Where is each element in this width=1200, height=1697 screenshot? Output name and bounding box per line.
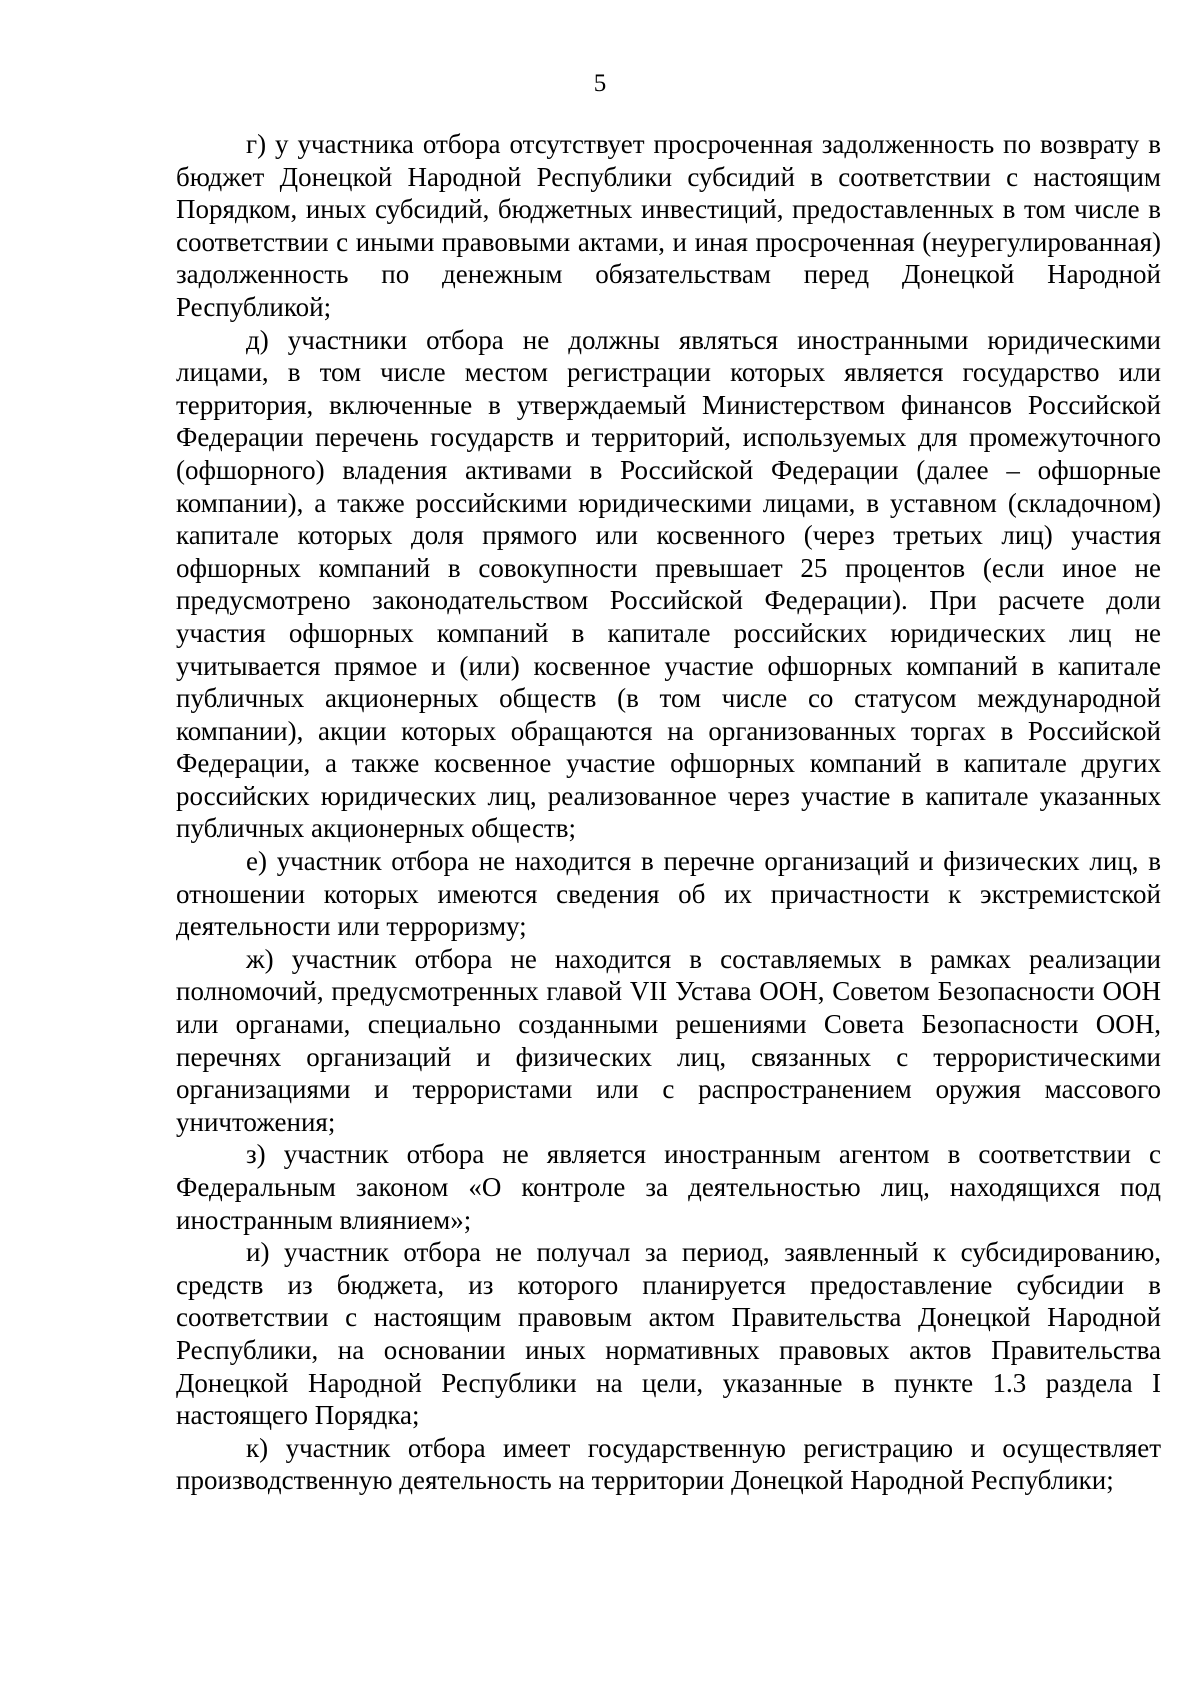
- document-body: [176, 128, 1161, 1497]
- paragraph-zh: ж) участник отбора не находится в составляемых в рамках реализации полномочий, предусмотренных главой VII Устава ООН, Советом Безопасности ООН или органами, специально созданными решениями Совета Безопасности ООН, перечнях организаций и физических лиц, связанных с террористическими организациями и террористами или с распространением оружия массового уничтожения;: [176, 943, 1161, 1137]
- paragraph-z: з) участник отбора не является иностранным агентом в соответствии с Федеральным законом «О контроле за деятельностью лиц, находящихся под иностранным влиянием»;: [176, 1139, 1161, 1235]
- paragraph-i: и) участник отбора не получал за период, заявленный к субсидированию, средств из бюджета, из которого планируется предоставление субсидии в соответствии с настоящим правовым актом Правительства Донецкой Народной Республики, на основании иных нормативных правовых актов Правительства Донецкой Народной Республики на цели, указанные в пункте 1.3 раздела I настоящего Порядка;: [176, 1237, 1161, 1431]
- paragraph-g: г) у участника отбора отсутствует просроченная задолженность по возврату в бюджет Донецкой Народной Республики субсидий в соответствии с настоящим Порядком, иных субсидий, бюджетных инвестиций, предоставленных в том числе в соответствии с иными правовыми актами, и иная просроченная (неурегулированная) задолженность по денежным обязательствам перед Донецкой Народной Республикой;: [176, 129, 1161, 322]
- paragraph-e: е) участник отбора не находится в перечне организаций и физических лиц, в отношении которых имеются сведения об их причастности к экстремистской деятельности или терроризму;: [176, 846, 1161, 942]
- paragraph-d: д) участники отбора не должны являться иностранными юридическими лицами, в том числе местом регистрации которых является государство или территория, включенные в утверждаемый Министерством финансов Российской Федерации перечень государств и территорий, используемых для промежуточного (офшорного) владения активами в Российской Федерации (далее – офшорные компании), а также российскими юридическими лицами, в уставном (складочном) капитале которых доля прямого или косвенного (через третьих лиц) участия офшорных компаний в совокупности превышает 25 процентов (если иное не предусмотрено законодательством Российской Федерации). При расчете доли участия офшорных компаний в капитале российских юридических лиц не учитывается прямое и (или) косвенное участие офшорных компаний в капитале публичных акционерных обществ (в том числе со статусом международной компании), акции которых обращаются на организованных торгах в Российской Федерации, а также косвенное участие офшорных компаний в капитале других российских юридических лиц, реализованное через участие в капитале указанных публичных акционерных обществ;: [176, 324, 1161, 844]
- paragraph-k: к) участник отбора имеет государственную регистрацию и осуществляет производственную деятельность на территории Донецкой Народной Республики;: [176, 1432, 1161, 1496]
- page-number: 5: [593, 70, 607, 97]
